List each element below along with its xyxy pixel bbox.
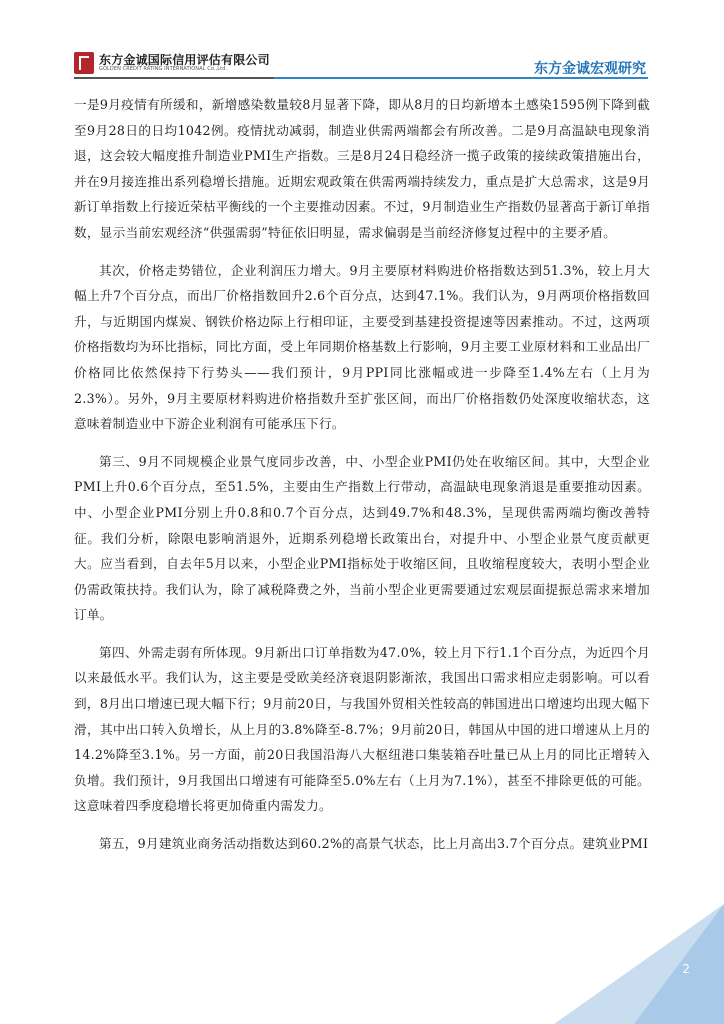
brand-title: 东方金诚宏观研究 [534, 61, 646, 77]
header-divider-blue [274, 77, 648, 79]
page-number: 2 [682, 962, 690, 976]
paragraph: 第三、9月不同规模企业景气度同步改善，中、小型企业PMI仍处在收缩区间。其中，大型企业PMI上升0.6个百分点，至51.5%，主要由生产指数上行带动，高温缺电现象消退是重要推动因素。中、小型企业PMI分别上升0.8和0.7个百分点，达到49.7%和48.3%，呈现供需两端均衡改善特征。我们分析，除限电影响消退外，近期系列稳增长政策出台，对提升中、小型企业景气度贡献更大。应当看到，自去年5月以来，小型企业PMI指标处于收缩区间，且收缩程度较大，表明小型企业仍需政策扶持。我们认为，除了减税降费之外，当前小型企业更需要通过宏观层面提振总需求来增加订单。 [74, 453, 650, 623]
company-logo-icon [74, 52, 94, 74]
company-name-en: GOLDEN CREDIT RATING INTERNATIONAL Co.,Ltd. [99, 66, 228, 72]
document-body [74, 92, 650, 869]
corner-triangle-dark [634, 904, 724, 1024]
corner-decoration [524, 904, 724, 1024]
paragraph: 其次，价格走势错位，企业利润压力增大。9月主要原材料购进价格指数达到51.3%，较上月大幅上升7个百分点，而出厂价格指数回升2.6个百分点，达到47.1%。我们认为，9月两项价格指数回升，与近期国内煤炭、钢铁价格边际上行相印证，主要受到基建投资提速等因素推动。不过，这两项价格指数均为环比指标，同比方面，受上年同期价格基数上行影响，9月主要工业原材料和工业品出厂价格同比依然保持下行势头——我们预计，9月PPI同比涨幅或进一步降至1.4%左右（上月为2.3%）。另外，9月主要原材料购进价格指数升至扩张区间，而出厂价格指数仍处深度收缩状态，这意味着制造业中下游企业利润有可能承压下行。 [74, 262, 650, 432]
page-header [0, 0, 724, 80]
company-name-cn: 东方金诚国际信用评估有限公司 [99, 53, 270, 67]
header-divider-dark [74, 77, 274, 79]
paragraph: 一是9月疫情有所缓和，新增感染数量较8月显著下降，即从8月的日均新增本土感染1595例下降到截至9月28日的日均1042例。疫情扰动减弱，制造业供需两端都会有所改善。二是9月高温缺电现象消退，这会较大幅度推升制造业PMI生产指数。三是8月24日稳经济一揽子政策的接续政策措施出台，并在9月接连推出系列稳增长措施。近期宏观政策在供需两端持续发力，重点是扩大总需求，这是9月新订单指数上行接近荣枯平衡线的一个主要推动因素。不过，9月制造业生产指数仍显著高于新订单指数，显示当前宏观经济“供强需弱”特征依旧明显，需求偏弱是当前经济修复过程中的主要矛盾。 [74, 97, 650, 240]
paragraph: 第四、外需走弱有所体现。9月新出口订单指数为47.0%，较上月下行1.1个百分点，为近四个月以来最低水平。我们认为，这主要是受欧美经济衰退阴影渐浓，我国出口需求相应走弱影响。可以看到，8月出口增速已现大幅下行；9月前20日，与我国外贸相关性较高的韩国进出口增速均出现大幅下滑，其中出口转入负增长，从上月的3.8%降至-8.7%；9月前20日，韩国从中国的进口增速从上月的14.2%降至3.1%。另一方面，前20日我国沿海八大枢纽港口集装箱吞吐量已从上月的同比正增转入负增。我们预计，9月我国出口增速有可能降至5.0%左右（上月为7.1%），甚至不排除更低的可能。这意味着四季度稳增长将更加倚重内需发力。 [74, 644, 650, 814]
paragraph: 第五，9月建筑业商务活动指数达到60.2%的高景气状态，比上月高出3.7个百分点。建筑业PMI [99, 836, 649, 852]
